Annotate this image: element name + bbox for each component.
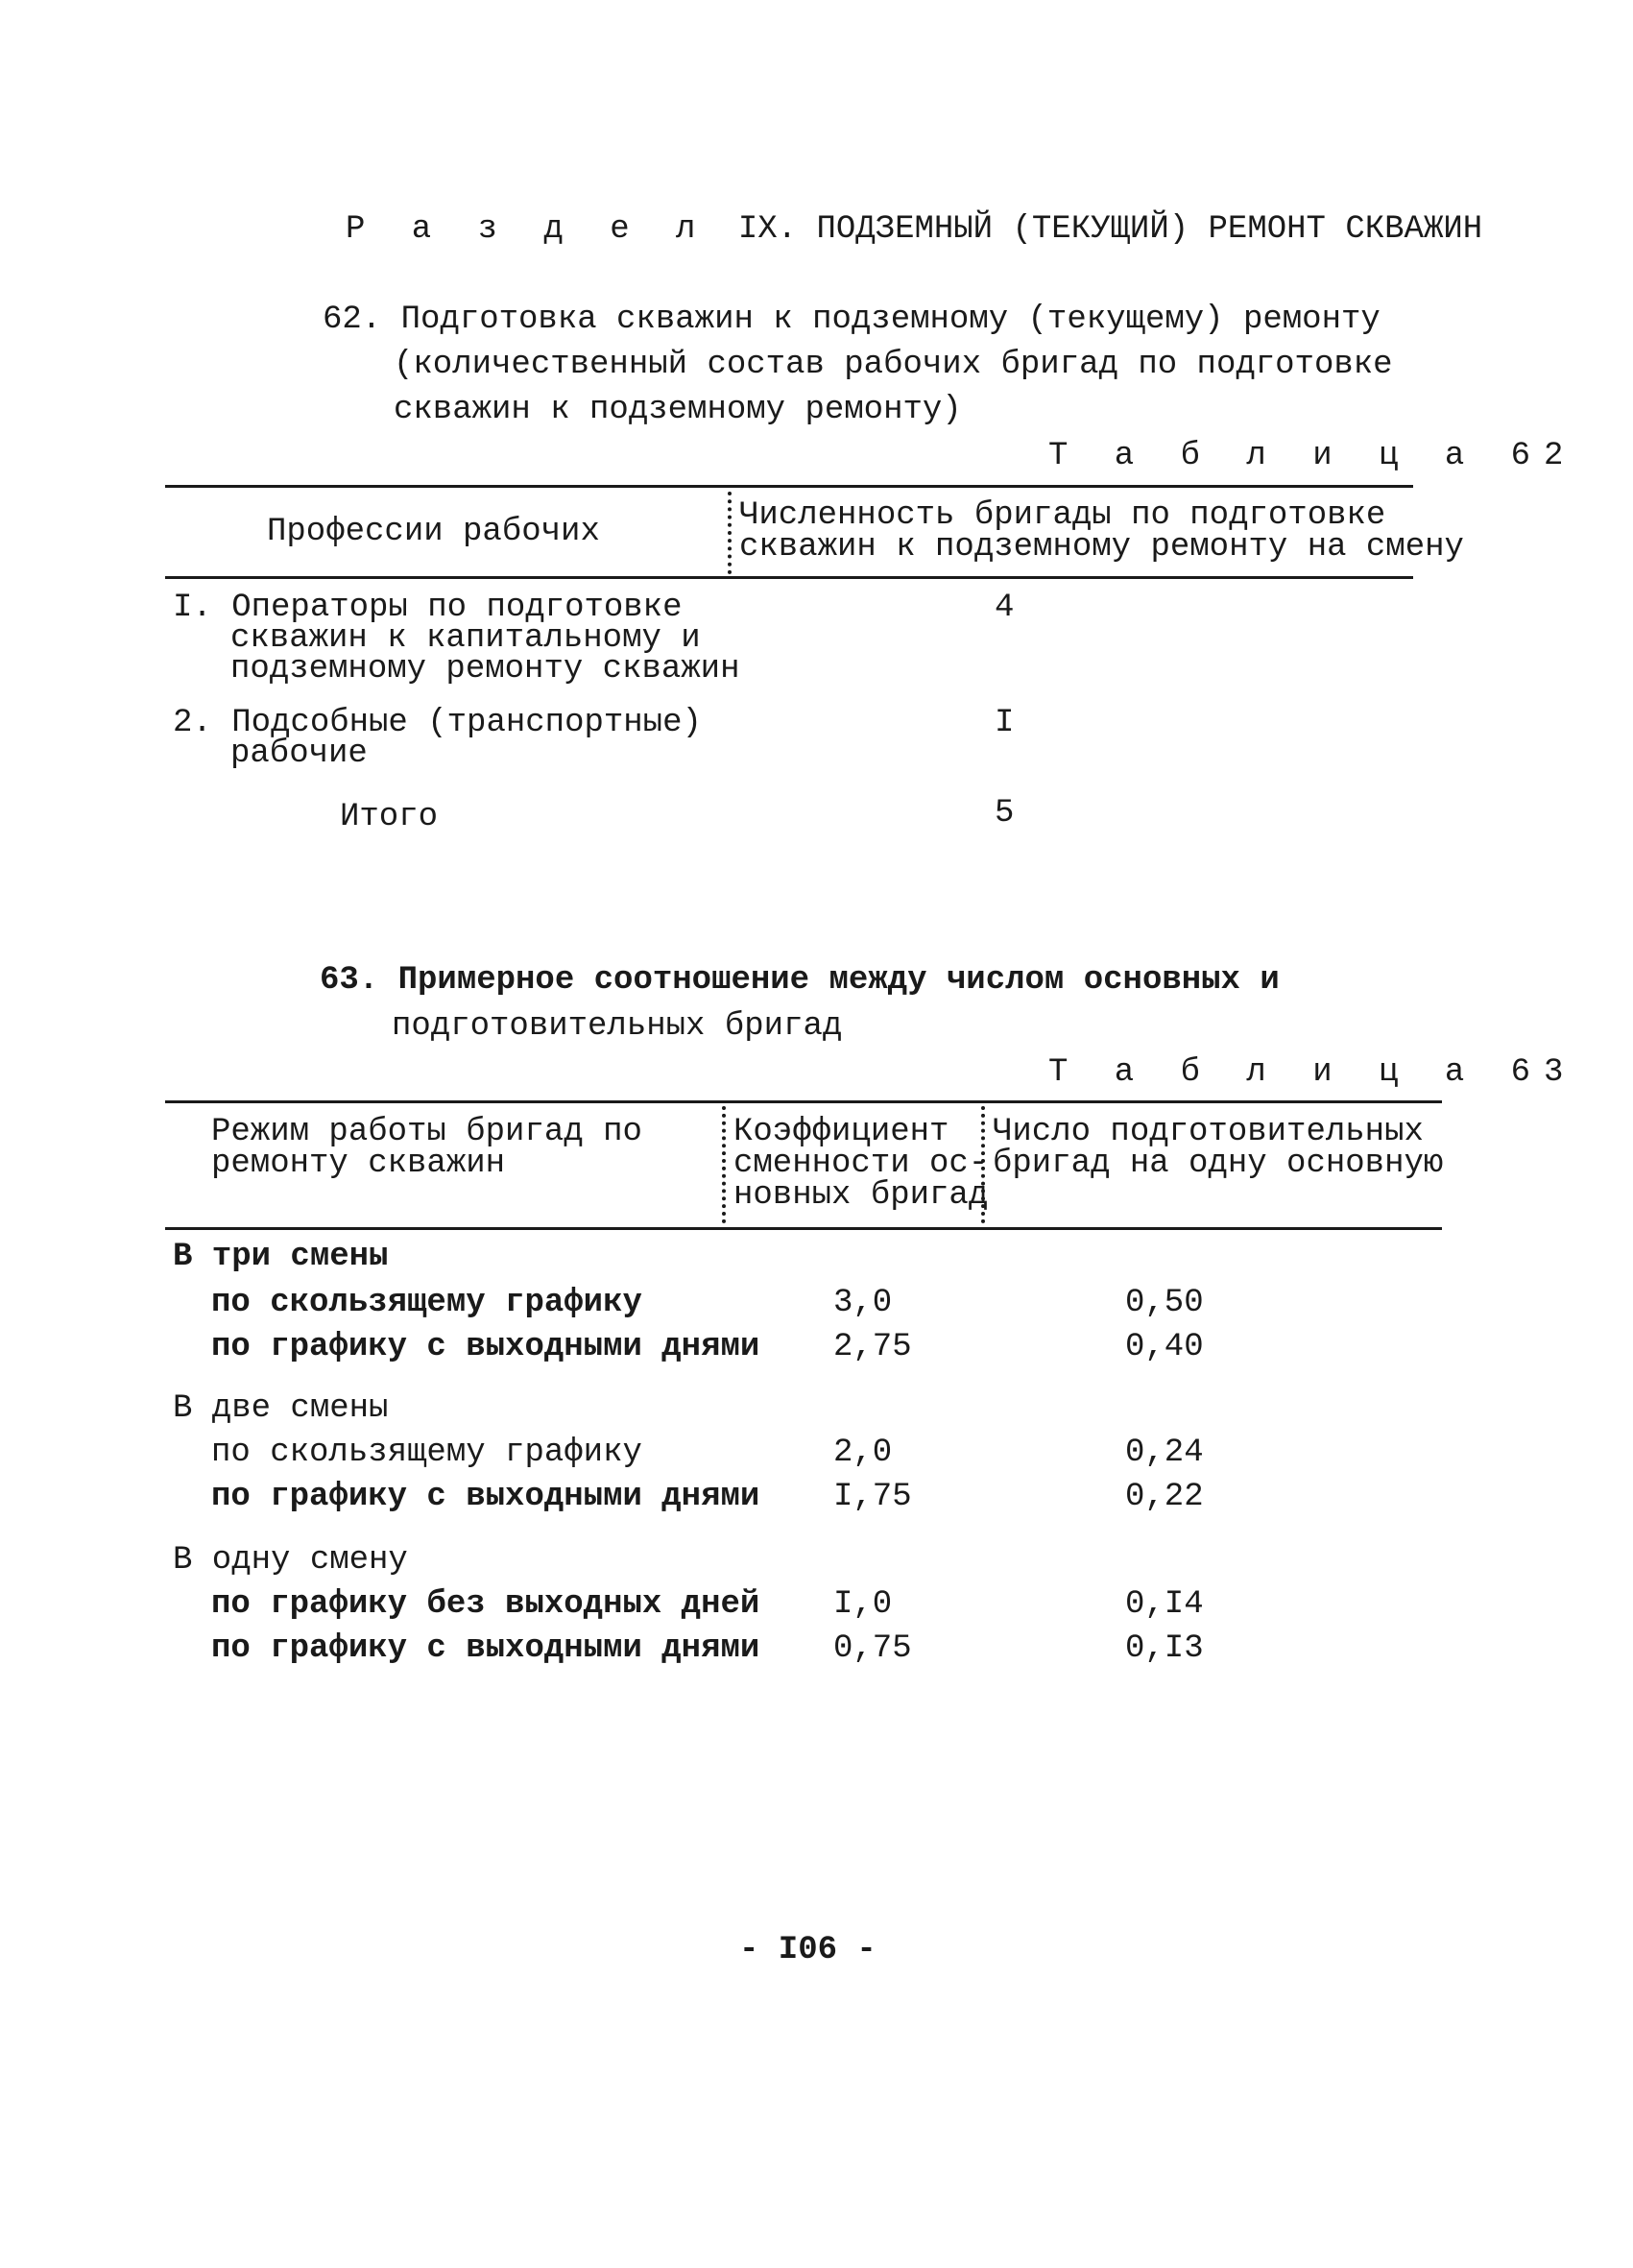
table63-top-rule xyxy=(165,1100,1442,1103)
table62-col2-header-line-1: Численность бригады по подготовке xyxy=(739,497,1386,534)
table63-col-separator-1 xyxy=(722,1106,726,1223)
table63-group3-row1-coef: I,0 xyxy=(833,1586,893,1623)
table62-row1-line-3: подземному ремонту скважин xyxy=(230,651,740,688)
table63-col1-header-line-2: ремонту скважин xyxy=(211,1146,506,1182)
table62-total-value: 5 xyxy=(995,795,1015,832)
table63-group1-row1-label: по скользящему графику xyxy=(211,1285,642,1321)
table63-group2-row2-count: 0,22 xyxy=(1125,1479,1204,1515)
table62-heading-line-2: (количественный состав рабочих бригад по подготовке xyxy=(394,347,1393,383)
table63-group2-row1-label: по скользящему графику xyxy=(211,1435,642,1471)
table62-heading-line-3: скважин к подземному ремонту) xyxy=(394,392,962,428)
table63-group3-row2-label: по графику с выходными днями xyxy=(211,1630,760,1667)
table63-group1-row1-coef: 3,0 xyxy=(833,1285,893,1321)
table62-row2-value: I xyxy=(995,705,1015,741)
table63-group3-row2-coef: 0,75 xyxy=(833,1630,912,1667)
table63-group3-row2-count: 0,I3 xyxy=(1125,1630,1204,1667)
table63-group2-row2-coef: I,75 xyxy=(833,1479,912,1515)
table63-group1-row2-coef: 2,75 xyxy=(833,1329,912,1365)
section-text: IX. ПОДЗЕМНЫЙ (ТЕКУЩИЙ) РЕМОНТ СКВАЖИН xyxy=(737,211,1483,248)
table63-group3-row1-label: по графику без выходных дней xyxy=(211,1586,760,1623)
table63-group3-row1-count: 0,I4 xyxy=(1125,1586,1204,1623)
table63-group2-row1-coef: 2,0 xyxy=(833,1435,893,1471)
table63-col2-header-line-2: сменности ос- xyxy=(733,1146,989,1182)
table63-col2-header-line-3: новных бригад xyxy=(733,1177,989,1214)
section-title xyxy=(346,213,1482,246)
table62-heading-line-1: 62. Подготовка скважин к подземному (текущему) ремонту xyxy=(323,302,1381,338)
table63-group2-title: В две смены xyxy=(173,1390,389,1427)
table62-header-rule xyxy=(165,576,1413,579)
table63-header-rule xyxy=(165,1227,1442,1230)
table63-group1-row1-count: 0,50 xyxy=(1125,1285,1204,1321)
section-prefix: Р а з д е л xyxy=(346,211,709,248)
table62-total-label: Итого xyxy=(340,799,439,835)
table62-label: Т а б л и ц а 62 xyxy=(1048,438,1577,474)
table63-heading-line-2: подготовительных бригад xyxy=(392,1008,843,1045)
table63-group3-title: В одну смену xyxy=(173,1542,408,1579)
table62-row1-line-2: скважин к капитальному и xyxy=(230,620,701,657)
table62-row2-line-2: рабочие xyxy=(230,736,368,772)
table63-label: Т а б л и ц а 63 xyxy=(1048,1054,1577,1091)
page-number: - I06 - xyxy=(739,1932,877,1968)
table63-group2-row2-label: по графику с выходными днями xyxy=(211,1479,760,1515)
table63-col2-header-line-1: Коэффициент xyxy=(733,1114,949,1150)
table63-group1-row2-count: 0,40 xyxy=(1125,1329,1204,1365)
table62-col2-header-line-2: скважин к подземному ремонту на смену xyxy=(739,529,1464,566)
table63-group1-row2-label: по графику с выходными днями xyxy=(211,1329,760,1365)
table62-row2-line-1: 2. Подсобные (транспортные) xyxy=(173,705,702,741)
table62-col1-header: Профессии рабочих xyxy=(267,514,600,550)
table62-col-separator xyxy=(728,492,732,574)
table63-group2-row1-count: 0,24 xyxy=(1125,1435,1204,1471)
table62-row1-line-1: I. Операторы по подготовке xyxy=(173,590,683,626)
table63-group1-title: В три смены xyxy=(173,1239,389,1275)
table63-col1-header-line-1: Режим работы бригад по xyxy=(211,1114,642,1150)
table62-row1-value: 4 xyxy=(995,590,1015,626)
table63-heading-line-1: 63. Примерное соотношение между числом основных и xyxy=(320,962,1280,999)
table63-col3-header-line-2: бригад на одну основную xyxy=(993,1146,1444,1182)
table62-top-rule xyxy=(165,485,1413,488)
table63-col3-header-line-1: Число подготовительных xyxy=(993,1114,1424,1150)
